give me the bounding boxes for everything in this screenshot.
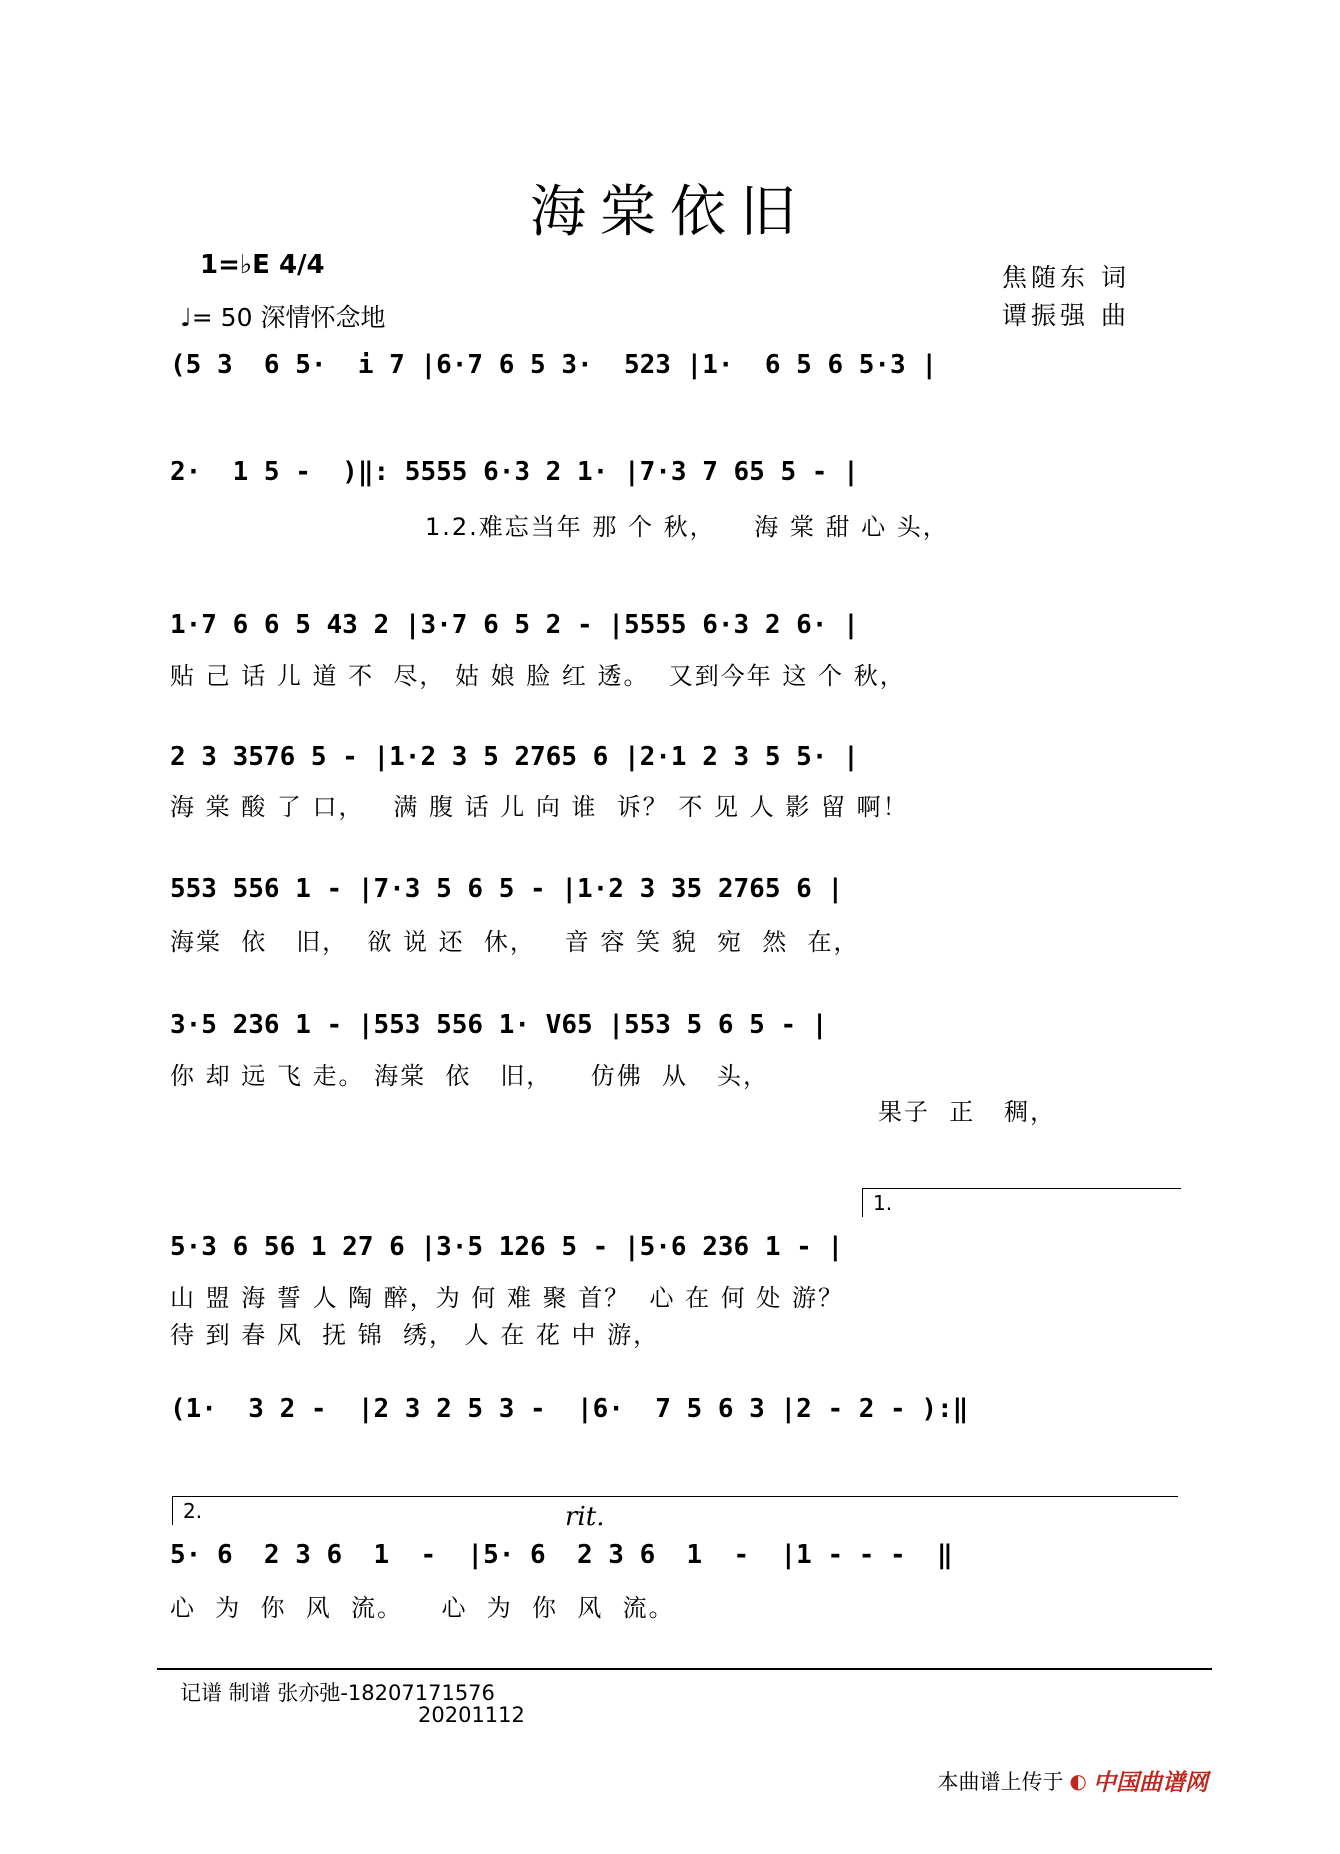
lyrics-line-6-verse-2: 果子 正 稠， — [878, 1098, 1057, 1126]
staff-system-9: 5· 6 2 3 6 1 - |5· 6 2 3 6 1 - |1 - - - ‖ — [170, 1540, 953, 1570]
staff-system-8: (1· 3 2 - |2 3 2 5 3 - |6· 7 5 6 3 |2 - 2 - ):‖ — [170, 1394, 969, 1424]
upload-notice — [938, 1764, 1208, 1797]
site-logo-text: 中国曲谱网 — [1093, 1770, 1208, 1796]
lyrics-line-5: 海棠 依 旧， 欲 说 还 休， 音 容 笑 貌 宛 然 在， — [170, 928, 860, 956]
second-ending-bracket — [172, 1496, 1178, 1525]
first-ending-bracket — [862, 1188, 1181, 1217]
tempo-marking: ♩= 50 深情怀念地 — [180, 303, 386, 332]
key-signature: 1=♭E 4/4 — [200, 250, 325, 280]
lyrics-line-7: 山 盟 海 誓 人 陶 醉，为 何 难 聚 首？ 心 在 何 处 游？ — [170, 1284, 845, 1312]
staff-system-5: 553 556 1 - |7·3 5 6 5 - |1·2 3 35 2765 6 | — [170, 874, 844, 904]
staff-system-7: 5·3 6 56 1 27 6 |3·5 126 5 - |5·6 236 1 - | — [170, 1232, 844, 1262]
upload-text: 本曲谱上传于 — [937, 1769, 1064, 1794]
staff-system-3: 1·7 6 6 5 43 2 |3·7 6 5 2 - |5555 6·3 2 6· | — [170, 610, 859, 640]
ritardando-marking: rit. — [565, 1502, 605, 1532]
lyricist-credit: 焦随东 词 — [1002, 263, 1130, 292]
footer-credit: 记谱 制谱 张亦弛-18207171576 — [180, 1681, 495, 1705]
lyrics-line-2: 1.2.难忘当年 那 个 秋， 海 棠 甜 心 头， — [425, 513, 949, 541]
footer-divider — [157, 1668, 1212, 1670]
staff-system-1: (5 3 6 5· i 7 |6·7 6 5 3· 523 |1· 6 5 6 5·3 | — [170, 350, 938, 380]
lyrics-line-6: 你 却 远 飞 走。 海棠 依 旧， 仿佛 从 头， — [170, 1062, 769, 1090]
site-logo-icon: ◐ — [1069, 1768, 1087, 1793]
lyrics-line-7-verse-2: 待 到 春 风 抚 锦 绣， 人 在 花 中 游， — [170, 1321, 660, 1349]
lyrics-line-9: 心 为 你 风 流。 心 为 你 风 流。 — [170, 1594, 675, 1622]
first-ending-label: 1. — [873, 1191, 893, 1215]
composer-credit: 谭振强 曲 — [1002, 301, 1130, 330]
lyrics-line-3: 贴 己 话 儿 道 不 尽， 姑 娘 脸 红 透。 又到今年 这 个 秋， — [170, 662, 906, 690]
staff-system-4: 2 3 3576 5 - |1·2 3 5 2765 6 |2·1 2 3 5 5· | — [170, 742, 859, 772]
staff-system-6: 3·5 236 1 - |553 556 1· V65 |553 5 6 5 - | — [170, 1010, 828, 1040]
lyrics-line-4: 海 棠 酸 了 口， 满 腹 话 儿 向 谁 诉？ 不 见 人 影 留 啊！ — [170, 793, 909, 821]
footer-date: 20201112 — [418, 1703, 525, 1727]
second-ending-label: 2. — [183, 1499, 203, 1523]
page-title: 海棠依旧 — [530, 180, 810, 245]
staff-system-2: 2· 1 5 - )‖: 5555 6·3 2 1· |7·3 7 65 5 - | — [170, 457, 859, 487]
